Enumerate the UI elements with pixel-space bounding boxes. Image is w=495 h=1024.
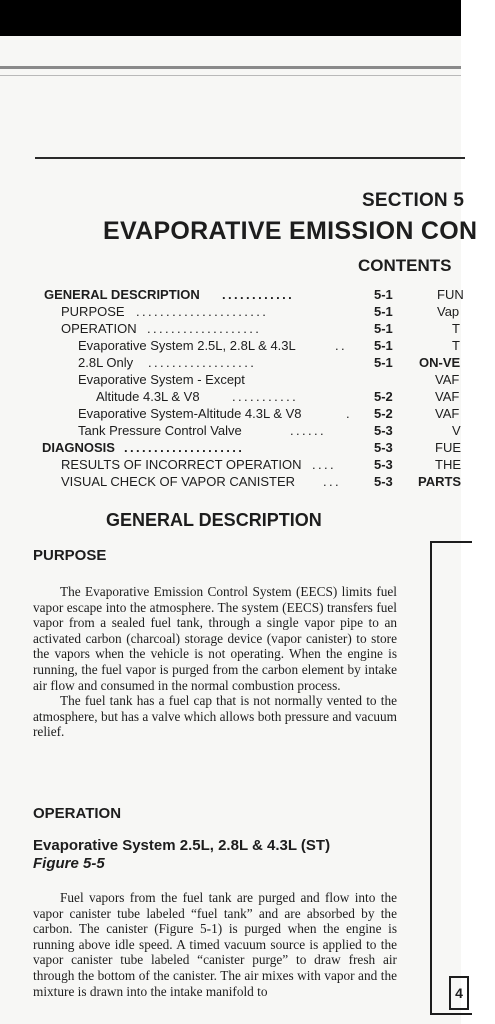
- toc-right-entry: VAF: [435, 372, 460, 387]
- toc-entry[interactable]: [0, 337, 461, 354]
- toc-right-entry: PARTS: [418, 474, 462, 489]
- toc-entry[interactable]: [0, 354, 461, 371]
- toc-entry-label: Altitude 4.3L & V8: [96, 389, 200, 404]
- toc-right-entry: Vap: [437, 304, 460, 319]
- toc-page-number: 5-2: [374, 389, 393, 404]
- evap-system-body: [33, 890, 397, 999]
- contents-heading: CONTENTS: [358, 256, 452, 275]
- toc-page-number: 5-3: [374, 457, 393, 472]
- toc-leader: ..................: [148, 355, 257, 370]
- toc-leader: ......................: [136, 304, 269, 319]
- evap-system-paragraph: Fuel vapors from the fuel tank are purged and flow into the vapor canister tube labeled “fuel tank” and are absorbed by the carbon. The canister (Figure 5-1) is purged when the engine is running above idle speed. A timed vacuum source is applied to the vapor canister tube labeled “canister purge” to draw fresh air through the bottom of the canister. The air mixes with vapor and the mixture is drawn into the intake manifold to: [33, 890, 397, 999]
- toc-leader: .: [346, 406, 353, 421]
- toc-leader: ...........: [232, 389, 299, 404]
- section-divider-rule: [35, 157, 465, 159]
- toc-page-number: 5-3: [374, 440, 393, 455]
- figure-frame: [430, 541, 472, 1015]
- toc-entry-label: Evaporative System 2.5L, 2.8L & 4.3L: [78, 338, 296, 353]
- toc-entry[interactable]: [0, 286, 464, 303]
- figure-reference[interactable]: Figure 5-5: [33, 855, 105, 872]
- toc-entry[interactable]: [0, 456, 461, 473]
- toc-leader: ...: [323, 474, 342, 489]
- toc-entry-label: DIAGNOSIS: [42, 440, 115, 455]
- toc-right-entry: ON-VE: [419, 355, 461, 370]
- toc-page-number: 5-2: [374, 406, 393, 421]
- toc-right-entry: FUN: [437, 287, 464, 302]
- screen-top-bar: [0, 0, 461, 36]
- toc-page-number: 5-3: [374, 474, 393, 489]
- toc-page-number: 5-1: [374, 287, 393, 302]
- toc-entry-label: RESULTS OF INCORRECT OPERATION: [61, 457, 302, 472]
- toc-leader: ............: [222, 287, 295, 302]
- section-number: SECTION 5: [362, 190, 465, 211]
- toc-entry[interactable]: [0, 303, 461, 320]
- toc-leader: ...................: [147, 321, 262, 336]
- toc-leader: ......: [290, 423, 327, 438]
- document-page: [0, 36, 478, 1024]
- toc-entry-label: GENERAL DESCRIPTION: [44, 287, 200, 302]
- operation-heading: OPERATION: [33, 805, 122, 822]
- toc-entry-label: OPERATION: [61, 321, 137, 336]
- toc-entry-label: Evaporative System-Altitude 4.3L & V8: [78, 406, 302, 421]
- figure-badge: 4: [449, 976, 469, 1010]
- evap-system-title: Evaporative System 2.5L, 2.8L & 4.3L (ST): [33, 837, 331, 854]
- header-rule-thick: [0, 66, 461, 69]
- toc-leader: ....................: [124, 440, 245, 455]
- toc-page-number: 5-1: [374, 338, 393, 353]
- toc-right-entry: FUE: [435, 440, 461, 455]
- toc-entry-label: Evaporative System - Except: [78, 372, 245, 387]
- toc-entry[interactable]: [0, 371, 461, 388]
- toc-entry-label: PURPOSE: [61, 304, 125, 319]
- purpose-paragraph: The fuel tank has a fuel cap that is not normally vented to the atmosphere, but has a valve which allows both pressure and vacuum relief.: [33, 693, 397, 740]
- toc-page-number: 5-3: [374, 423, 393, 438]
- toc-leader: ....: [312, 457, 337, 472]
- general-description-heading: GENERAL DESCRIPTION: [106, 510, 322, 530]
- toc-page-number: 5-1: [374, 304, 393, 319]
- toc-entry[interactable]: [0, 405, 461, 422]
- toc-entry-label: VISUAL CHECK OF VAPOR CANISTER: [61, 474, 296, 489]
- purpose-heading: PURPOSE: [33, 547, 107, 564]
- toc-page-number: 5-1: [374, 355, 393, 370]
- toc-entry-label: Tank Pressure Control Valve: [78, 423, 242, 438]
- toc-entry-label: 2.8L Only: [78, 355, 134, 370]
- toc-entry[interactable]: [0, 439, 461, 456]
- purpose-body: [33, 584, 397, 740]
- toc-entry[interactable]: [0, 422, 461, 439]
- section-title: EVAPORATIVE EMISSION CON: [103, 217, 478, 245]
- toc-page-number: 5-1: [374, 321, 393, 336]
- toc-right-entry: THE: [435, 457, 461, 472]
- evap-system-heading: [33, 837, 413, 873]
- toc-right-entry: T: [452, 321, 460, 336]
- toc-right-entry: T: [452, 338, 460, 353]
- toc-entry[interactable]: [0, 473, 461, 490]
- toc-right-entry: VAF: [435, 389, 460, 404]
- toc-entry[interactable]: [0, 388, 461, 405]
- purpose-paragraph: The Evaporative Emission Control System (EECS) limits fuel vapor escape into the atmosphere. The system (EECS) transfers fuel vapor from a sealed fuel tank, through a single vapor pipe to an activated carbon (charcoal) storage device (vapor canister) to store the vapors when the vehicle is not operating. When the engine is running, the fuel vapor is purged from the carbon element by intake air flow and consumed in the normal combustion process.: [33, 584, 397, 693]
- toc-entry[interactable]: [0, 320, 461, 337]
- toc-right-entry: V: [452, 423, 461, 438]
- header-rule-thin: [0, 75, 461, 76]
- toc-right-entry: VAF: [435, 406, 460, 421]
- toc-leader: ..: [335, 338, 348, 353]
